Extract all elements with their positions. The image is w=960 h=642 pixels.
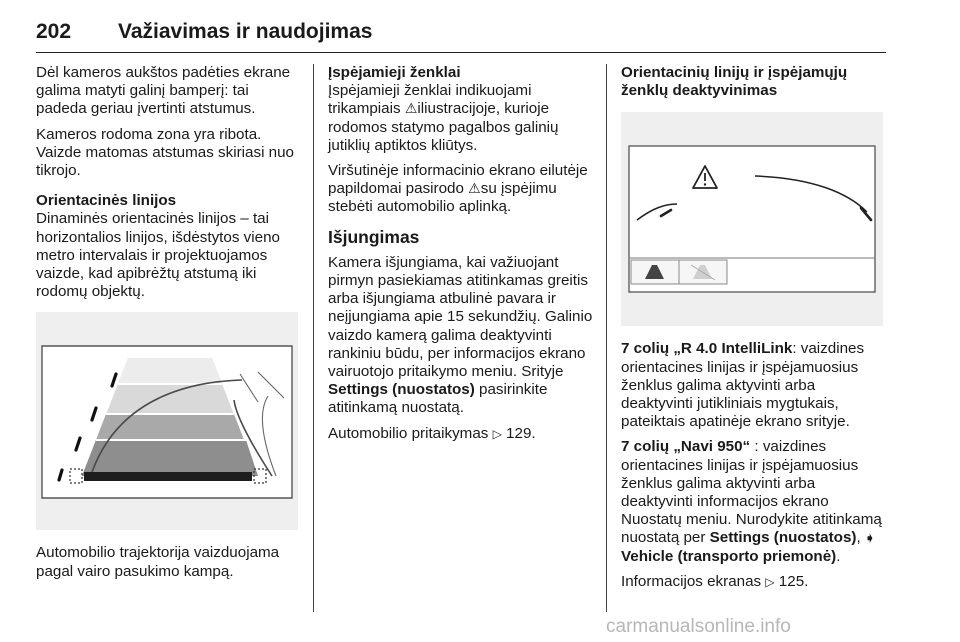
column-2 [328, 64, 594, 450]
paragraph: Kamera išjungiama, kai važiuojant pirmyn pasiekiamas atitinkamas greitis arba išjungiama atbulinė pavara ir neįjungiama apie 15 sekundžių. Galinio vaizdo kamerą galima deaktyvinti rankiniu būdu, per informacijos ekrano vairuotojo pritaikymo meniu. Srityje Settings (nuostatos) pasirinkite atitinkamą nuostatą. [328, 253, 593, 417]
paragraph: Kameros rodoma zona yra ribota. Vaizde matomas atstumas skiriasi nuo tikrojo. [36, 125, 295, 180]
paragraph: Dinaminės orientacinės linijos – tai horizontalios linijos, išdėstytos vieno metro intervalais ir projektuojamos vaizde, kad apibrėžtų atstumą iki rodomų objektų. [36, 210, 280, 301]
paragraph: 7 colių „R 4.0 IntelliLink: vaizdines orientacines linijas ir įspėjamuosius ženklus galima aktyvinti arba deaktyvinti jutikliniais mygtukais, pateiktais apatinėje ekrano srityje. [621, 340, 865, 431]
paragraph: 7 colių „Navi 950“ : vaizdines orientacines linijas ir įspėjamuosius ženklus galima aktyvinti arba deaktyvinti informacijos ekrano Nuostatų meniu. Nurodykite atitinkamą nuostatą per Settings (nuostatos), ➧ Vehicle (transporto priemonė). [621, 438, 882, 565]
watermark: carmanualsonline.info [606, 616, 791, 637]
column-divider [606, 64, 607, 612]
warning-triangle-icon: ⚠ [468, 180, 481, 197]
figure-trajectory [36, 312, 298, 530]
guidelines-display-illustration [621, 112, 883, 326]
menu-settings-label: Settings (nuostatos) [709, 529, 857, 547]
subheading-guidelines: Orientacinės linijos [36, 192, 177, 210]
reference-arrow-icon: ▷ [765, 574, 775, 589]
menu-vehicle-label: Vehicle (transporto priemonė) [621, 547, 837, 565]
subheading-warning-signs: Įspėjamieji ženklai [328, 64, 461, 81]
column-3 [621, 64, 889, 598]
page-header [36, 18, 886, 53]
column-divider [313, 64, 314, 612]
section-heading-deactivation: Išjungimas [328, 226, 420, 247]
subheading-deactivate-guidelines: Orientacinių linijų ir įspėjamųjų ženklų deaktyvinimas [621, 64, 848, 100]
column-1 [36, 64, 300, 588]
paragraph: Automobilio pritaikymas ▷ 129. [328, 424, 536, 442]
paragraph: Informacijos ekranas ▷ 125. [621, 572, 809, 590]
figure-caption: Automobilio trajektorija vaizduojama pagal vairo pasukimo kampą. [36, 544, 280, 580]
paragraph: Įspėjamieji ženklai indikuojami trikampiais ⚠iliustracijoje, kurioje rodomos statymo pagalbos galinių jutiklių aptiktos kliūtys. [328, 82, 559, 154]
page-number: 202 [36, 20, 72, 43]
warning-triangle-icon: ⚠ [404, 100, 418, 117]
menu-arrow-icon: ➧ [864, 531, 875, 546]
paragraph: Dėl kameros aukštos padėties ekrane galima matyti galinį bamperį: tai padeda geriau įvertinti atstumus. [36, 64, 291, 118]
reference-arrow-icon: ▷ [492, 426, 502, 441]
paragraph: Viršutinėje informacinio ekrano eilutėje papildomai pasirodo ⚠su įspėjimu stebėti automobilio aplinką. [328, 162, 588, 216]
menu-settings-label: Settings (nuostatos) [328, 381, 475, 399]
figure-display-buttons [621, 112, 883, 326]
trajectory-illustration [36, 312, 298, 530]
chapter-title: Važiavimas ir naudojimas [118, 20, 373, 43]
